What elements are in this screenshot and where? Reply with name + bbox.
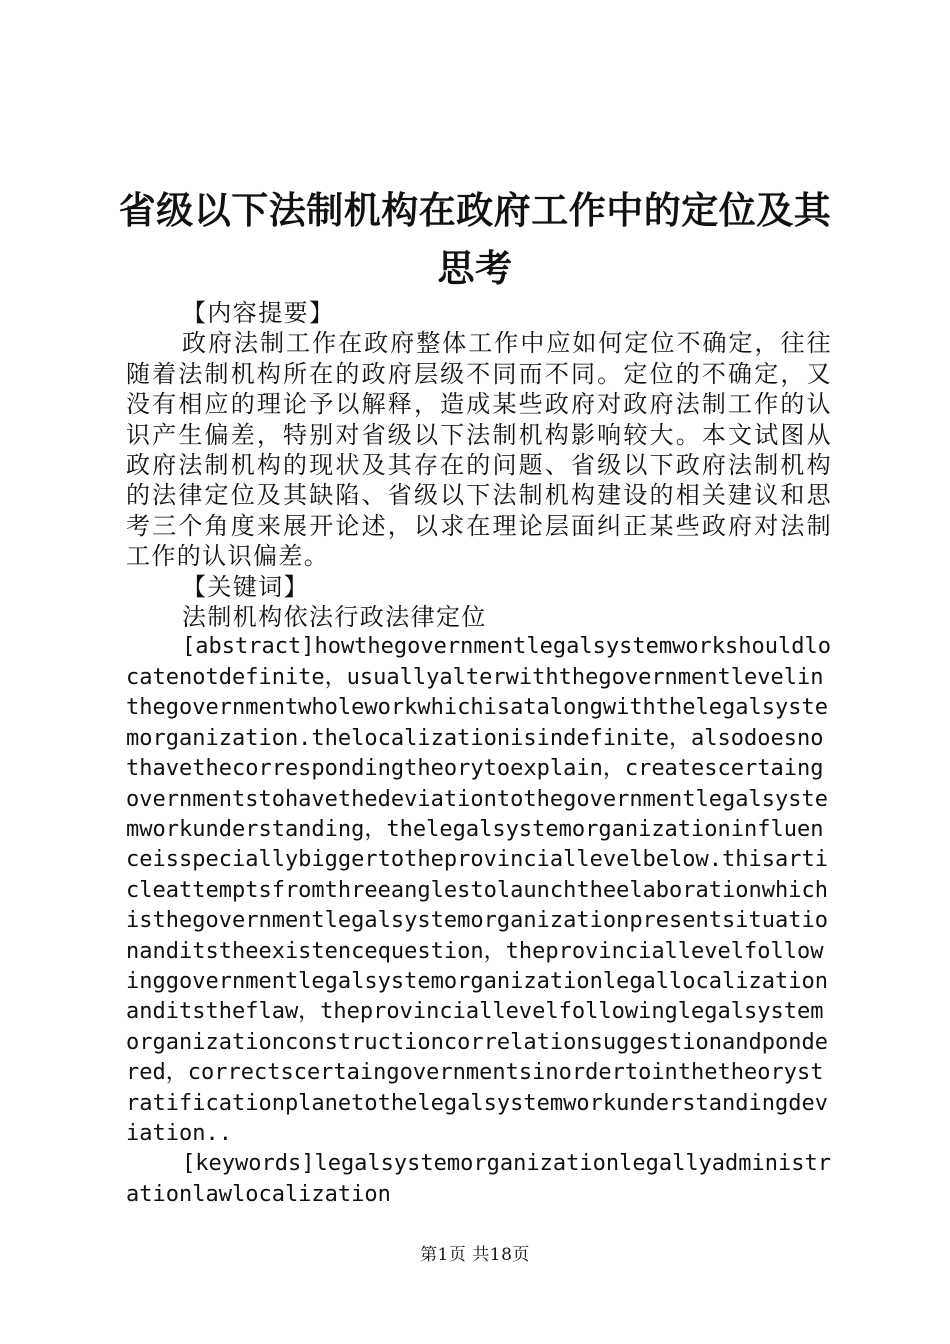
english-abstract-paragraph: [abstract]howthegovernmentlegalsystemworkshouldlocatenotdefinite，usuallyalterwiththegovernmentlevelinthegovernmentwholeworkwhichisatalongwiththelegalsystemorganization.thelocalizationisindefinite，alsodoesnothavethecorrespondingtheorytoexplain，createscertaingovernmentstohavethedeviationtothegovernmentlegalsystemworkunderstanding，thelegalsystemorganizationinfluenceisspeciallybiggertotheprovinciallevelbelow.thisarticleattemptsfromthreeanglestolaunchtheelaborationwhichisthegovernmentlegalsystemorganizationpresentsituationanditstheexistencequestion，theprovinciallevelfollowinggovernmentlegalsystemorganizationlegallocalizationanditstheflaw，theprovinciallevelfollowinglegalsystemorganizationconstructioncorrelationsuggestionandpondered，correctscertaingovernmentsinordertointhetheorystratificationplanetothelegalsystemworkunderstandingdeviation..	[126, 634, 832, 1146]
keywords-paragraph: 法制机构依法行政法律定位	[182, 603, 487, 632]
abstract-paragraph: 政府法制工作在政府整体工作中应如何定位不确定，往往随着法制机构所在的政府层级不同而不同。定位的不确定，又没有相应的理论予以解释，造成某些政府对政府法制工作的认识产生偏差，特别对省级以下法制机构影响较大。本文试图从政府法制机构的现状及其存在的问题、省级以下政府法制机构的法律定位及其缺陷、省级以下法制机构建设的相关建议和思考三个角度来展开论述，以求在理论层面纠正某些政府对法制工作的认识偏差。	[126, 329, 832, 571]
english-keywords-paragraph: [keywords]legalsystemorganizationlegallyadministrationlawlocalization	[126, 1151, 832, 1207]
keywords-heading: 【关键词】	[182, 572, 309, 601]
abstract-heading: 【内容提要】	[182, 299, 335, 327]
page-number-footer: 第1页 共18页	[420, 1245, 530, 1265]
document-body	[126, 298, 832, 1210]
document-title: 省级以下法制机构在政府工作中的定位及其思考	[118, 189, 832, 290]
